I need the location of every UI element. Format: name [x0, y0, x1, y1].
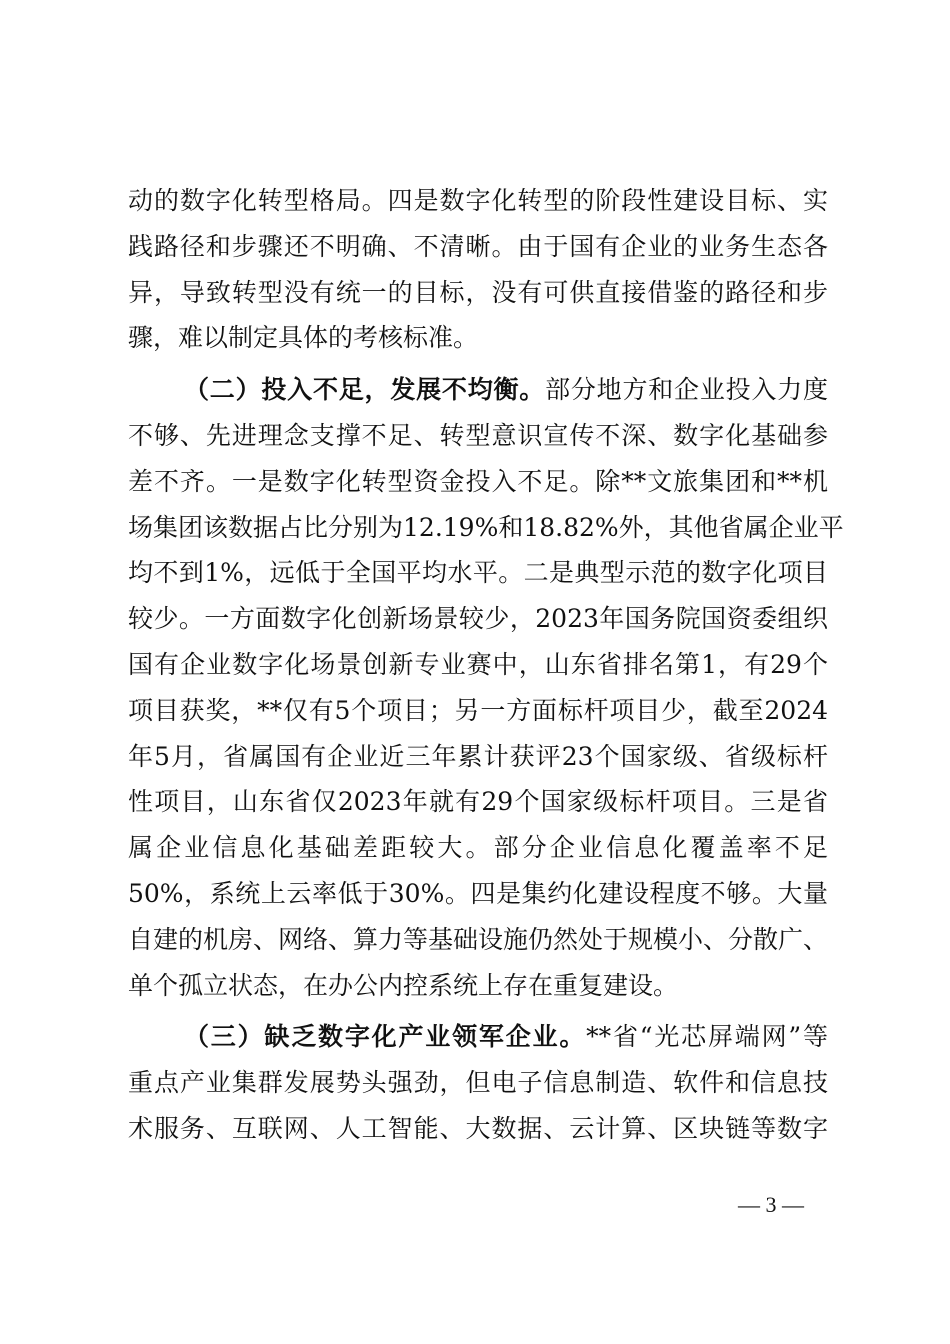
text-line: 践路径和步骤还不明确、不清晰。由于国有企业的业务生态各: [128, 231, 828, 261]
text-line: 国有企业数字化场景创新专业赛中，山东省排名第1，有29个: [128, 649, 828, 679]
section-heading: （三）缺乏数字化产业领军企业。: [184, 1022, 587, 1052]
text-line: 性项目，山东省仅2023年就有29个国家级标杆项目。三是省: [128, 787, 828, 817]
paragraph-3: [128, 1014, 828, 1151]
text-line: 自建的机房、网络、算力等基础设施仍然处于规模小、分散广、: [128, 924, 829, 954]
text-line: 动的数字化转型格局。四是数字化转型的阶段性建设目标、实: [128, 186, 828, 215]
page-number: — 3 —: [738, 1192, 804, 1217]
text-line: 项目获奖，**仅有5个项目；另一方面标杆项目少，截至2024: [128, 695, 828, 725]
text-line: 较少。一方面数字化创新场景较少，2023年国务院国资委组织: [128, 604, 828, 634]
body-text: [128, 178, 844, 1152]
text-line: 术服务、互联网、人工智能、大数据、云计算、区块链等数字: [128, 1113, 828, 1143]
text-line: [128, 367, 828, 413]
text-run: 部分地方和企业投入力度: [545, 375, 828, 405]
text-line: 年5月，省属国有企业近三年累计获评23个国家级、省级标杆: [128, 741, 828, 771]
paragraph-2: [128, 367, 844, 1008]
text-line: 重点产业集群发展势头强劲，但电子信息制造、软件和信息技: [128, 1068, 828, 1098]
text-line: 骤，难以制定具体的考核标准。: [128, 323, 479, 353]
text-run: **省“光芯屏端网”等: [586, 1022, 828, 1052]
section-heading: （二）投入不足，发展不均衡。: [184, 375, 546, 405]
text-line: 单个孤立状态，在办公内控系统上存在重复建设。: [128, 970, 679, 1000]
text-line: [128, 1014, 828, 1060]
text-line: 场集团该数据占比分别为12.19%和18.82%外，其他省属企业平: [128, 512, 844, 542]
paragraph-1: [128, 178, 828, 361]
text-line: 异，导致转型没有统一的目标，没有可供直接借鉴的路径和步: [128, 277, 828, 307]
text-line: 差不齐。一是数字化转型资金投入不足。除**文旅集团和**机: [128, 466, 828, 496]
text-line: 不够、先进理念支撑不足、转型意识宣传不深、数字化基础参: [128, 420, 828, 450]
text-line: 属企业信息化基础差距较大。部分企业信息化覆盖率不足: [128, 833, 828, 863]
text-line: 50%，系统上云率低于30%。四是集约化建设程度不够。大量: [128, 878, 828, 908]
text-line: 均不到1%，远低于全国平均水平。二是典型示范的数字化项目: [128, 558, 828, 588]
